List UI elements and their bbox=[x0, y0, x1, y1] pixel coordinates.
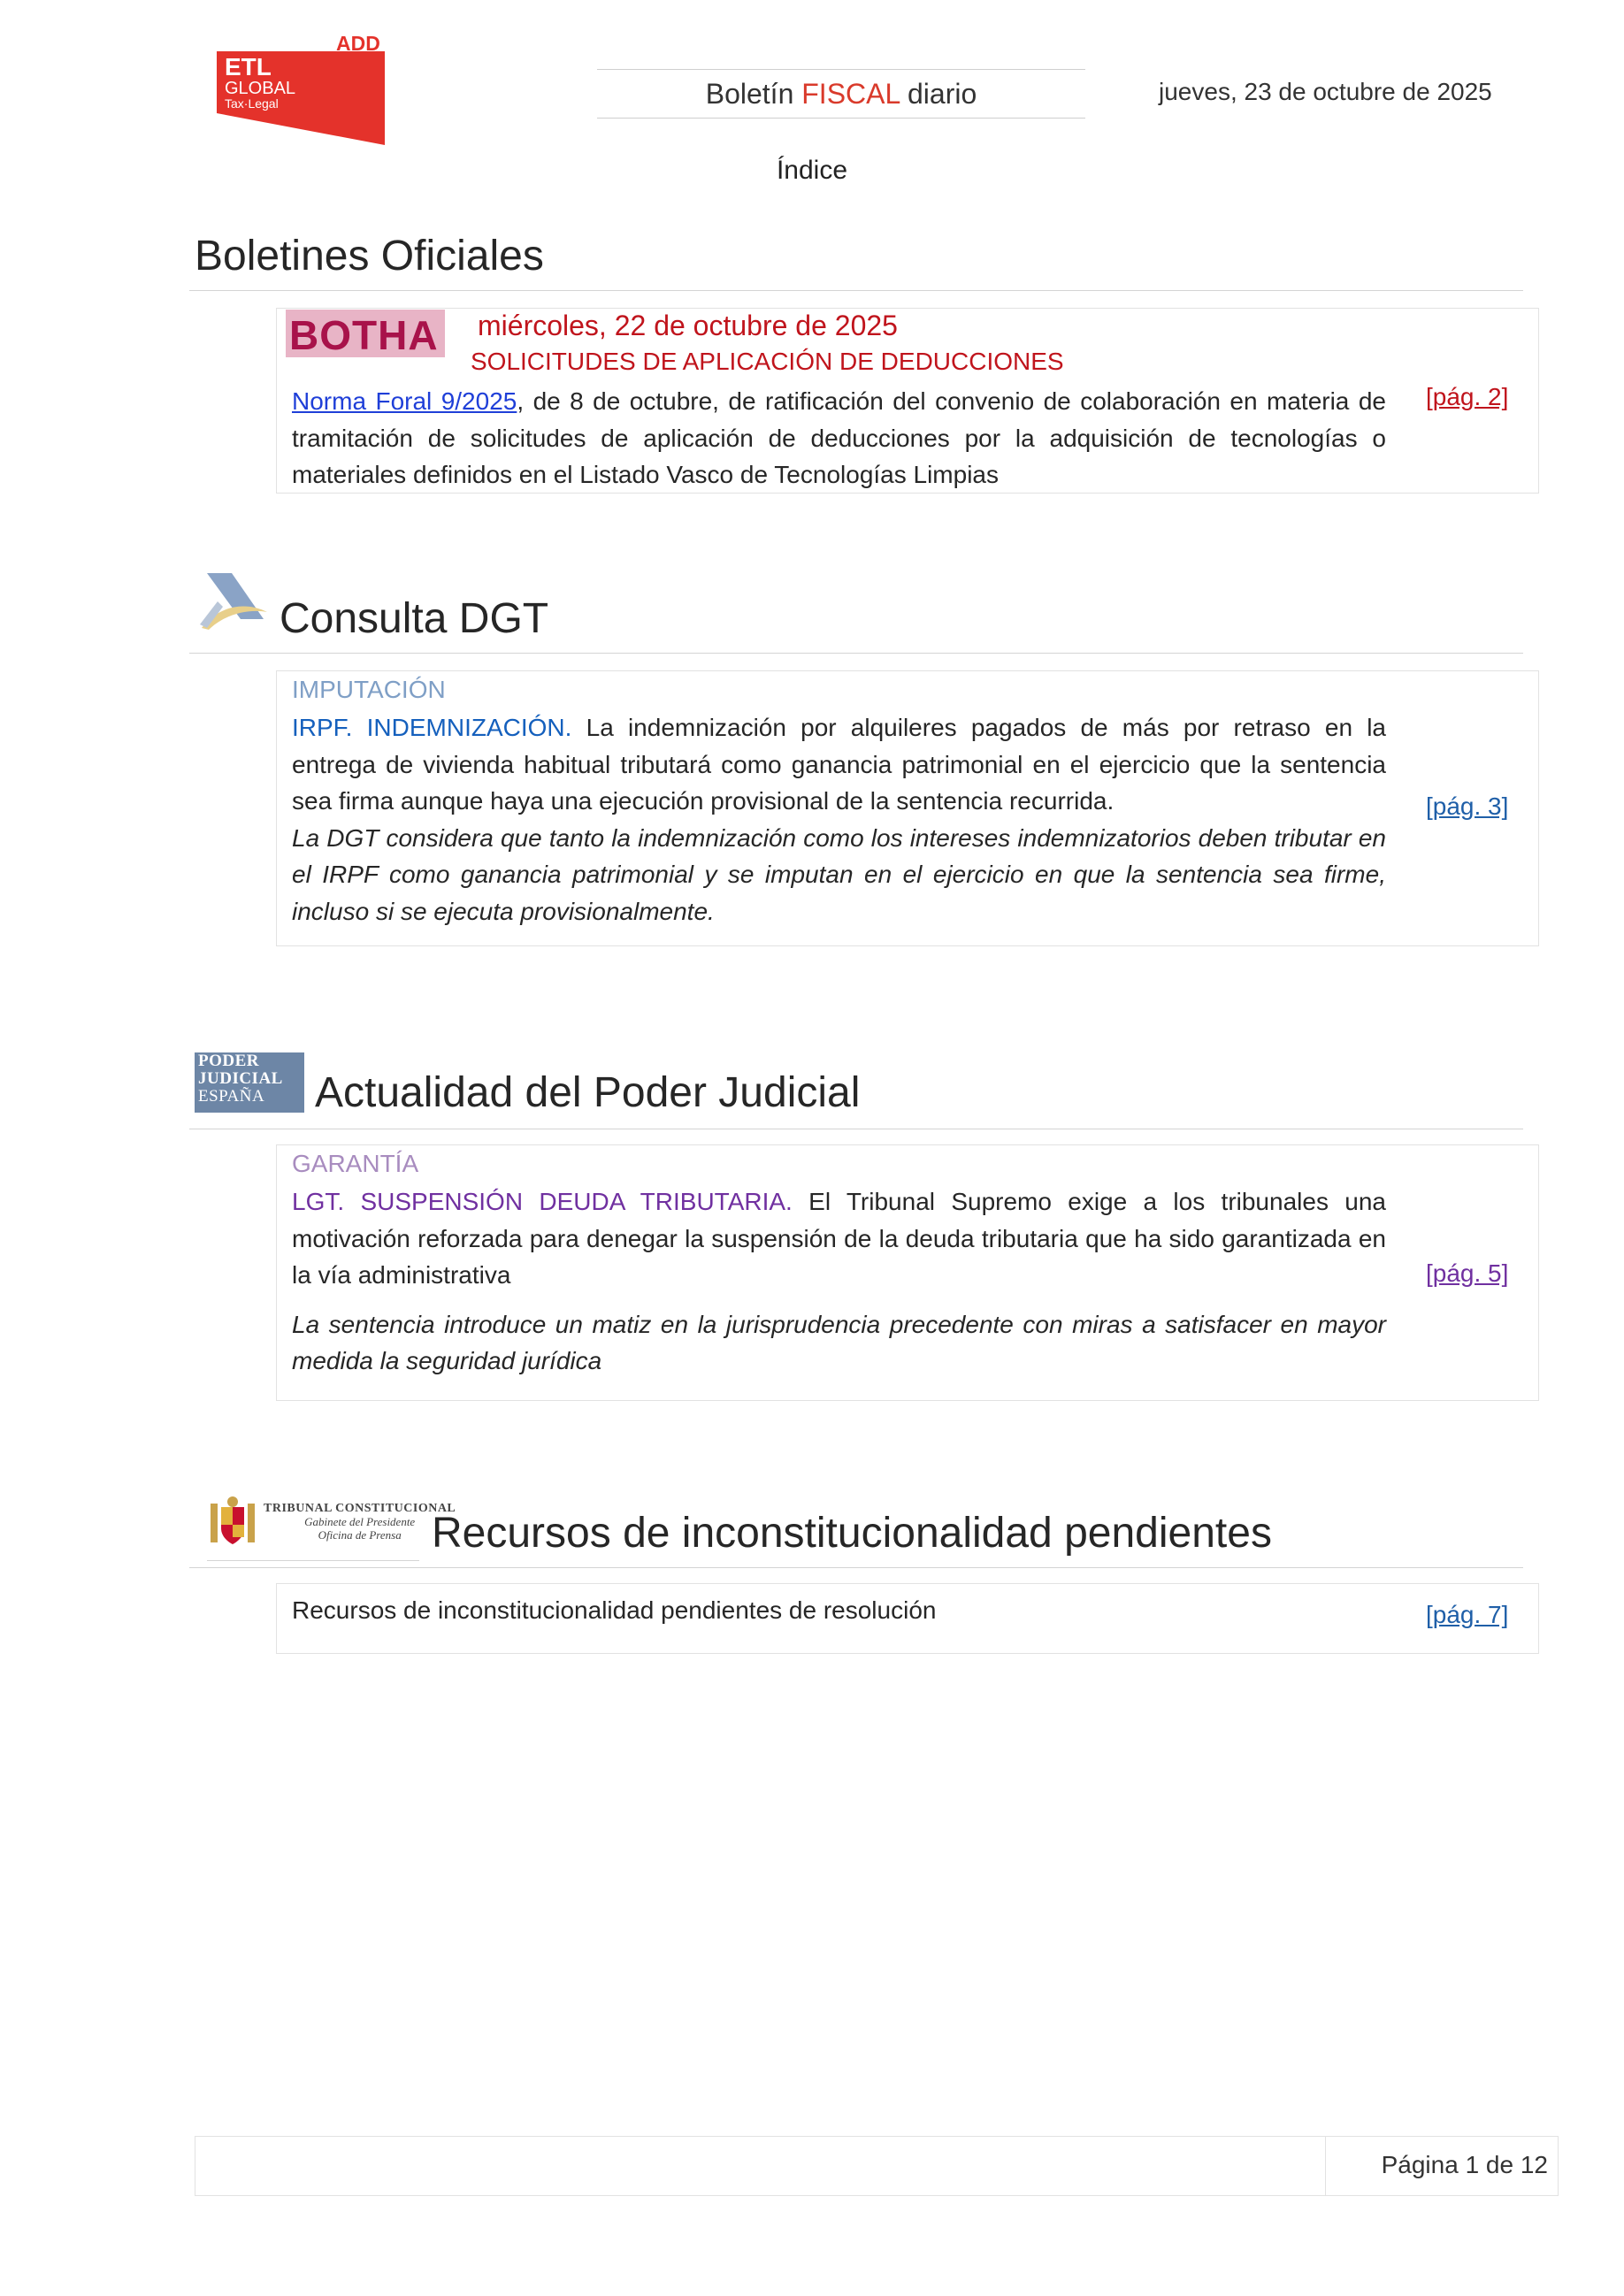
dgt-summary: La DGT considera que tanto la indemnización como los intereses indemnizatorios deben tributar en el IRPF como ganancia patrimonial y se imputan en el ejercicio en que la sentencia sea firme, incluso si se ejecuta provisionalmente. bbox=[292, 823, 1386, 925]
logo-wordmark bbox=[225, 55, 295, 110]
pj-category: GARANTÍA bbox=[292, 1150, 419, 1177]
pj-headline: LGT. SUSPENSIÓN DEUDA TRIBUTARIA. bbox=[292, 1188, 793, 1215]
aeat-logo-icon bbox=[196, 566, 271, 633]
botha-date: miércoles, 22 de octubre de 2025 bbox=[478, 310, 898, 341]
page-link-3[interactable]: [pág. 3] bbox=[1426, 792, 1509, 820]
header-date: jueves, 23 de octubre de 2025 bbox=[1159, 78, 1492, 105]
pj-summary: La sentencia introduce un matiz en la jurisprudencia precedente con miras a satisfacer en mayor medida la seguridad jurídica bbox=[292, 1310, 1386, 1374]
section-divider bbox=[189, 290, 1523, 291]
logo-underline bbox=[207, 1560, 419, 1561]
tribunal-constitucional-logo-text: TRIBUNAL CONSTITUCIONAL Gabinete del Presidente Oficina de Prensa bbox=[264, 1502, 456, 1542]
page-link-7[interactable]: [pág. 7] bbox=[1426, 1601, 1509, 1628]
section-title-boletines: Boletines Oficiales bbox=[195, 233, 544, 279]
bulletin-title bbox=[597, 69, 1085, 119]
title-pre: Boletín bbox=[705, 78, 802, 110]
title-fiscal: FISCAL bbox=[801, 78, 900, 110]
page-number: Página 1 de 12 bbox=[1381, 2151, 1548, 2178]
dgt-entry-text: IRPF. INDEMNIZACIÓN. La indemnización por alquileres pagados de más por retraso en la entrega de vivienda habitual tributará como ganancia patrimonial en el ejercicio que la sentencia sea firma aunque haya una ejecución provisional de la sentencia recurrida. La DGT considera que tanto la indemnización como los intereses indemnizatorios deben tributar en el IRPF como ganancia patrimonial y se imputan en el ejercicio en que la sentencia sea firme, incluso si se ejecuta provisionalmente. bbox=[292, 709, 1386, 930]
botha-logo: BOTHA bbox=[286, 310, 445, 357]
tribunal-constitucional-crest-icon bbox=[205, 1495, 260, 1550]
dgt-headline: IRPF. INDEMNIZACIÓN. bbox=[292, 714, 572, 741]
title-post: diario bbox=[900, 78, 977, 110]
section-title-poder-judicial: Actualidad del Poder Judicial bbox=[315, 1069, 861, 1116]
dgt-category: IMPUTACIÓN bbox=[292, 676, 446, 703]
page-link-2[interactable]: [pág. 2] bbox=[1426, 383, 1509, 410]
index-heading: Índice bbox=[776, 156, 848, 185]
section-title-recursos: Recursos de inconstitucionalidad pendientes bbox=[432, 1510, 1272, 1557]
botha-category: SOLICITUDES DE APLICACIÓN DE DEDUCCIONES bbox=[471, 348, 1064, 375]
section-title-dgt: Consulta DGT bbox=[280, 595, 549, 642]
section-divider bbox=[189, 653, 1523, 654]
page-link-5[interactable]: [pág. 5] bbox=[1426, 1259, 1509, 1287]
norma-foral-link[interactable]: Norma Foral 9/2025 bbox=[292, 387, 517, 415]
botha-entry-text: Norma Foral 9/2025, de 8 de octubre, de ratificación del convenio de colaboración en materia de tramitación de solicitudes de aplicación de deducciones por la adquisición de tecnologías o materiales definidos en el Listado Vasco de Tecnologías Limpias bbox=[292, 387, 1386, 488]
pj-entry-text: LGT. SUSPENSIÓN DEUDA TRIBUTARIA. El Tribunal Supremo exige a los tribunales una motivación reforzada para denegar la suspensión de la deuda tributaria que ha sido garantizada en la vía administrativa La sentencia introduce un matiz en la jurisprudencia precedente con miras a satisfacer en mayor medida la seguridad jurídica bbox=[292, 1183, 1386, 1380]
logo-etl: ETL bbox=[225, 53, 272, 80]
logo-taxlegal: Tax·Legal bbox=[225, 96, 279, 111]
recursos-entry-text: Recursos de inconstitucionalidad pendientes de resolución bbox=[292, 1596, 937, 1624]
logo-add-text: ADD bbox=[336, 32, 380, 55]
footer-divider bbox=[1325, 2136, 1326, 2196]
section-divider bbox=[189, 1567, 1523, 1568]
poder-judicial-logo: PODER JUDICIAL ESPAÑA bbox=[195, 1052, 304, 1113]
logo-global: GLOBAL bbox=[225, 79, 296, 98]
